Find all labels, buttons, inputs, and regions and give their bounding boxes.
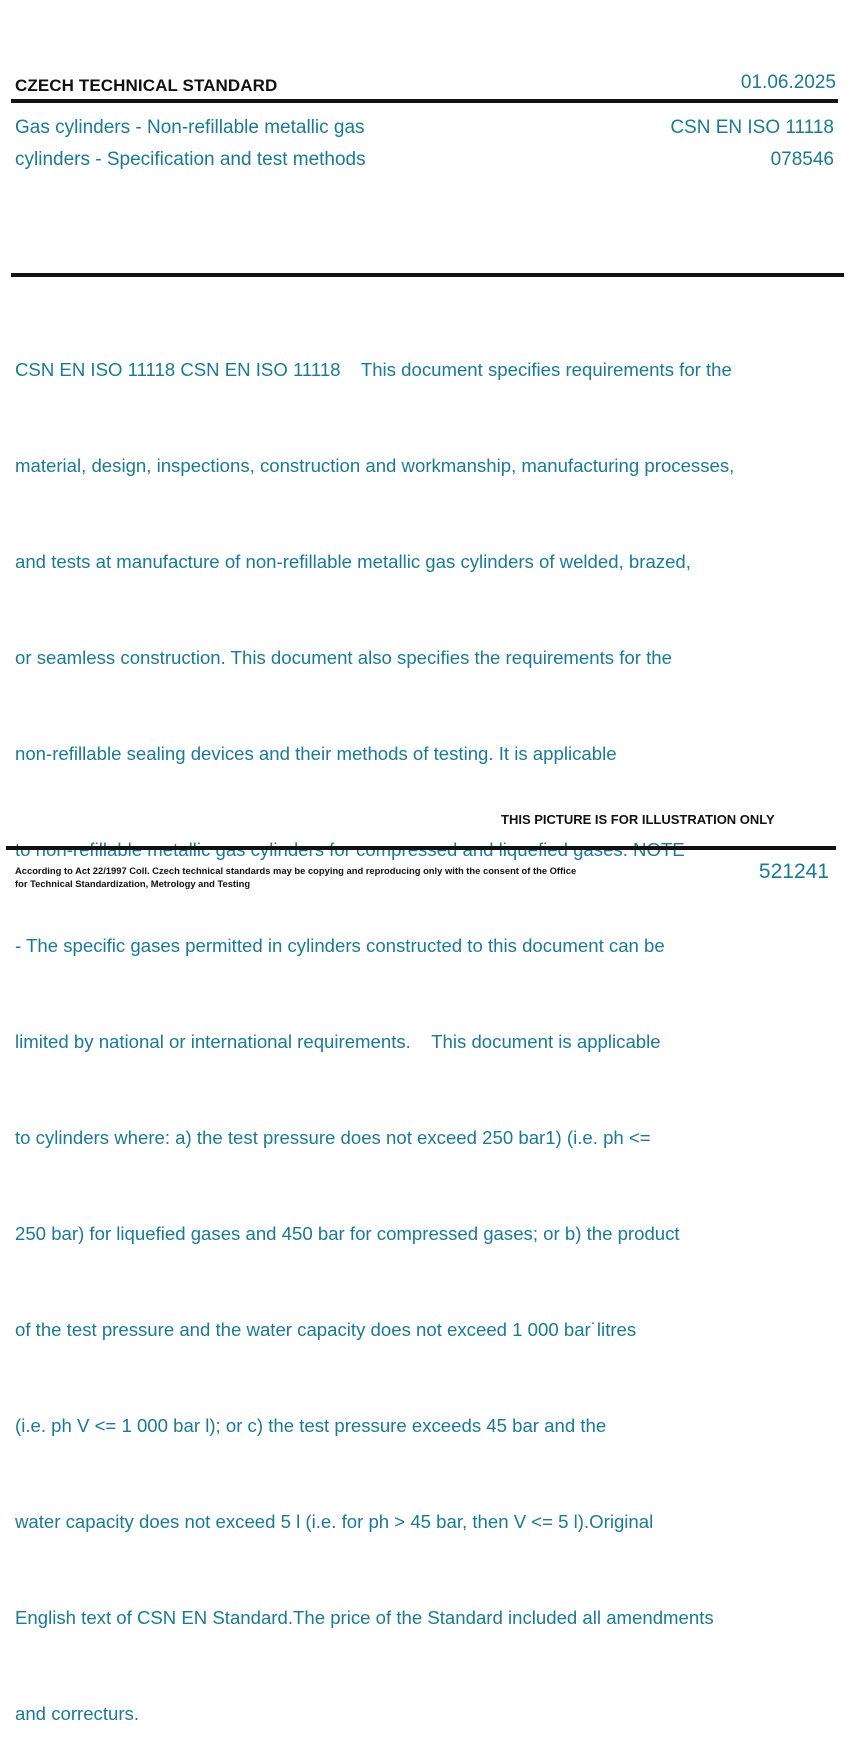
description-line: English text of CSN EN Standard.The price of the Standard included all amendments bbox=[15, 1607, 714, 1628]
description-line: and correcturs. bbox=[15, 1703, 140, 1724]
document-title-line-1: Gas cylinders - Non-refillable metallic gas bbox=[15, 117, 365, 138]
description-line: and tests at manufacture of non-refillable metallic gas cylinders of welded, brazed, bbox=[15, 551, 691, 572]
description-line: limited by national or international requirements. This document is applicable bbox=[15, 1031, 661, 1052]
footer-divider bbox=[6, 846, 836, 850]
description-line: (i.e. ph V <= 1 000 bar l); or c) the test pressure exceeds 45 bar and the bbox=[15, 1415, 607, 1436]
description-line: or seamless construction. This document also specifies the requirements for the bbox=[15, 647, 672, 668]
description-line: - The specific gases permitted in cylinders constructed to this document can be bbox=[15, 935, 665, 956]
description-line: CSN EN ISO 11118 CSN EN ISO 11118 This document specifies requirements for the bbox=[15, 359, 732, 380]
document-title-line-2: cylinders - Specification and test methods bbox=[15, 149, 366, 170]
description-line: material, design, inspections, construction and workmanship, manufacturing processes, bbox=[15, 455, 735, 476]
description-line bbox=[15, 834, 855, 866]
legal-notice-line: for Technical Standardization, Metrology and Testing bbox=[15, 878, 251, 889]
standard-category-title: CZECH TECHNICAL STANDARD bbox=[15, 76, 278, 95]
legal-notice-line: According to Act 22/1997 Coll. Czech technical standards may be copying and reproducing only with the consent of the Office bbox=[15, 865, 577, 876]
publication-date: 01.06.2025 bbox=[740, 72, 836, 93]
description-line: 250 bar) for liquefied gases and 450 bar for compressed gases; or b) the product bbox=[15, 1223, 680, 1244]
standard-code: CSN EN ISO 11118 bbox=[670, 117, 834, 138]
illustration-note: THIS PICTURE IS FOR ILLUSTRATION ONLY bbox=[501, 812, 775, 827]
footer-code: 521241 bbox=[758, 860, 829, 883]
title-divider bbox=[11, 273, 844, 277]
legal-notice bbox=[15, 864, 576, 890]
standard-number: 078546 bbox=[770, 149, 834, 170]
description-line: water capacity does not exceed 5 l (i.e. for ph > 45 bar, then V <= 5 l).Original bbox=[15, 1511, 654, 1532]
header-divider bbox=[11, 99, 838, 103]
description-line: non-refillable sealing devices and their methods of testing. It is applicable bbox=[15, 743, 617, 764]
description-line: to cylinders where: a) the test pressure does not exceed 250 bar1) (i.e. ph <= bbox=[15, 1127, 651, 1148]
description-line: of the test pressure and the water capacity does not exceed 1 000 bar˙litres bbox=[15, 1319, 637, 1340]
document-description bbox=[15, 290, 855, 1762]
